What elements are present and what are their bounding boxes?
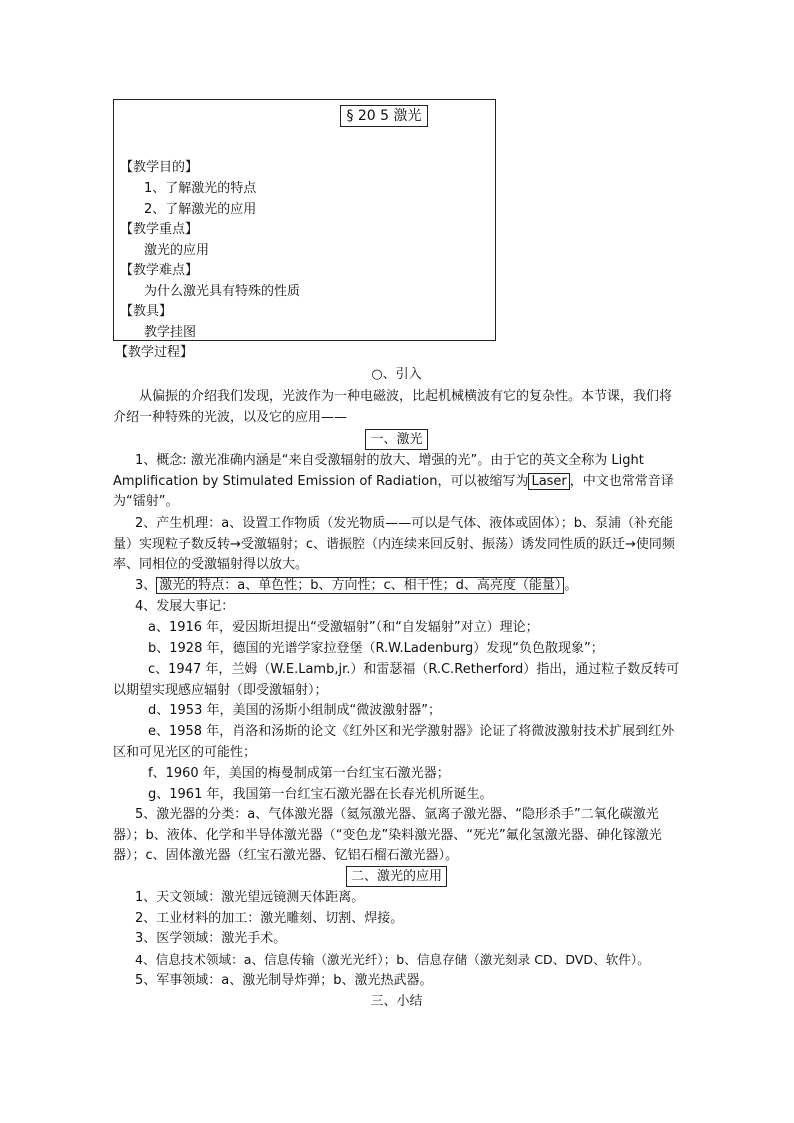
difficulty-text: 为什么激光具有特殊的性质 [144, 284, 301, 299]
tools-label: 【教具】 [120, 304, 173, 319]
types-paragraph: 5、激光器的分类：a、气体激光器（氦氖激光器、氩离子激光器、“隐形杀手”二氧化碳激光器）；b、液体、化学和半导体激光器（“变色龙”染料激光器、“死光”氟化氢激光器、砷化镓激光器）；c、固体激光器（红宝石激光器、钇铝石榴石激光器）。 [113, 807, 662, 864]
tools-text: 教学挂图 [144, 325, 197, 340]
section1-heading-wrap [113, 429, 680, 450]
process-label: 【教学过程】 [115, 345, 194, 360]
concept-text: 1、概念: 激光准确内涵是“来自受激辐射的放大、增强的光”。由于它的英文全称为 Light Amplification by Stimulated Emission of Radiation，可以被缩写为 [113, 453, 644, 489]
application-item-4: 4、信息技术领域：a、信息传输（激光光纤）；b、信息存储（激光刻录 CD、DVD、软件）。 [135, 952, 650, 967]
application-item-1: 1、天文领域：激光望远镜测天体距离。 [135, 890, 365, 905]
features-line [135, 576, 577, 596]
history-item-d: d、1953 年，美国的汤斯小组制成“微波激射器”； [148, 703, 441, 718]
application-item-2: 2、工业材料的加工：激光雕刻、切割、焊接。 [135, 911, 404, 926]
lesson-header-box [113, 99, 496, 341]
history-item-g: g、1961 年，我国第一台红宝石激光器在长春光机所诞生。 [148, 787, 493, 802]
history-item-c: c、1947 年，兰姆（W.E.Lamb,jr.）和雷瑟福（R.C.Retherford）指出，通过粒子数反转可以期望实现感应辐射（即受激辐射）； [113, 662, 680, 698]
history-item-e: e、1958 年，肖洛和汤斯的论文《红外区和光学激射器》论证了将微波激射技术扩展到红外区和可见光区的可能性； [113, 724, 675, 760]
section2-heading-wrap [113, 866, 680, 887]
section2-heading: 二、激光的应用 [346, 866, 447, 887]
history-item-f: f、1960 年，美国的梅曼制成第一台红宝石激光器； [148, 766, 450, 781]
lesson-title: § 20 5 激光 [340, 105, 428, 127]
concept-paragraph [113, 451, 680, 513]
history-item-a: a、1916 年，爱因斯坦提出“受激辐射”（和“自发辐射”对立）理论； [148, 620, 539, 635]
application-item-5: 5、军事领域：a、激光制导炸弹；b、激光热武器。 [135, 973, 433, 988]
intro-paragraph: 从偏振的介绍我们发现，光波作为一种电磁波，比起机械横波有它的复杂性。本节课，我们将介绍一种特殊的光波，以及它的应用—— [113, 389, 673, 425]
difficulty-label: 【教学难点】 [120, 263, 199, 278]
features-box: 激光的特点：a、单色性；b、方向性；c、相干性；d、高亮度（能量） [156, 577, 564, 594]
section1-heading: 一、激光 [365, 429, 427, 450]
application-item-3: 3、医学领域：激光手术。 [135, 931, 287, 946]
mechanism-paragraph: 2、产生机理：a、设置工作物质（发光物质——可以是气体、液体或固体）；b、泵浦（补充能量）实现粒子数反转→受激辐射；c、谐振腔（内连续来回反射、振荡）诱发同性质的跃迁→使同频率、同相位的受激辐射得以放大。 [113, 516, 675, 573]
features-end: 。 [564, 578, 578, 593]
laser-abbr: Laser [528, 473, 569, 490]
key-label: 【教学重点】 [120, 222, 199, 237]
objective-label: 【教学目的】 [120, 160, 199, 175]
key-point: 激光的应用 [144, 243, 210, 258]
section3-heading: 三、小结 [370, 994, 423, 1009]
concept-text-end: ，中文也常常音译为“镭射”。 [113, 473, 674, 510]
objective-item-2: 2、了解激光的应用 [144, 202, 257, 217]
objective-item-1: 1、了解激光的特点 [144, 181, 257, 196]
features-number: 3、 [135, 578, 157, 593]
history-title: 4、发展大事记： [135, 599, 235, 614]
history-item-b: b、1928 年，德国的光谱学家拉登堡（R.W.Ladenburg）发现“负色散现象”； [148, 641, 604, 656]
intro-heading: ○、引入 [371, 367, 422, 382]
